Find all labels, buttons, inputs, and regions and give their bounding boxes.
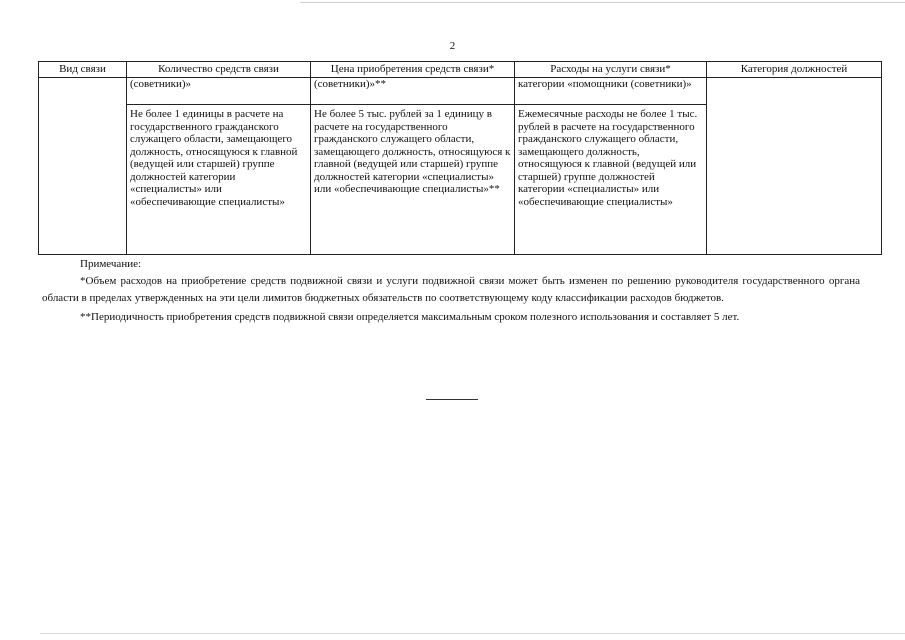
header-device-quantity: Количество средств связи: [127, 62, 311, 78]
table-row: [39, 105, 882, 255]
header-position-category: Категория должностей: [707, 62, 882, 78]
page-number: 2: [449, 40, 456, 52]
header-service-costs: Расходы на услуги связи*: [515, 62, 707, 78]
table-cell: Не более 1 единицы в расчете на государственного гражданского служащего области, замещающего должность, относящуюся к главной (ведущей или старшей) группе должностей категории «специалисты» или «обеспечивающие специалисты»: [127, 105, 311, 255]
table-cell: (советники)»**: [311, 78, 515, 105]
scan-edge-bottom: [40, 633, 905, 634]
notes-label: Примечание:: [80, 258, 142, 270]
table-cell: Ежемесячные расходы не более 1 тыс. рублей в расчете на государственного гражданского служащего области, замещающего должность, относящуюся к главной (ведущей или старшей) группе должностей категории «специалисты» или «обеспечивающие специалисты»: [515, 105, 707, 255]
scan-edge-top: [300, 2, 905, 3]
table-cell: [707, 78, 882, 105]
table-cell: [39, 105, 127, 255]
table-cell: [707, 105, 882, 255]
table-header-row: [39, 62, 882, 78]
table-cell: Не более 5 тыс. рублей за 1 единицу в расчете на государственного гражданского служащего области, замещающего должность, относящуюся к главной (ведущей или старшей) группе должностей категории «специалисты» или «обеспечивающие специалисты»**: [311, 105, 515, 255]
table-cell: [39, 78, 127, 105]
header-device-price: Цена приобретения средств связи*: [311, 62, 515, 78]
communication-norms-table: [38, 61, 882, 255]
end-of-document-rule: [426, 399, 478, 400]
table-cell: (советники)»: [127, 78, 311, 105]
header-communication-type: Вид связи: [39, 62, 127, 78]
notes-section: [42, 256, 860, 328]
table-row: [39, 78, 882, 105]
footnote-2: **Периодичность приобретения средств подвижной связи определяется максимальным сроком полезного использования и составляет 5 лет.: [80, 311, 740, 323]
table-cell: категории «помощники (советники)»: [515, 78, 707, 105]
footnote-1: *Объем расходов на приобретение средств подвижной связи и услуги подвижной связи может быть изменен по решению руководителя государственного органа области в пределах утвержденных на эти цели лимитов бюджетных обязательств по соответствующему коду классификации расходов бюджетов.: [42, 275, 860, 304]
